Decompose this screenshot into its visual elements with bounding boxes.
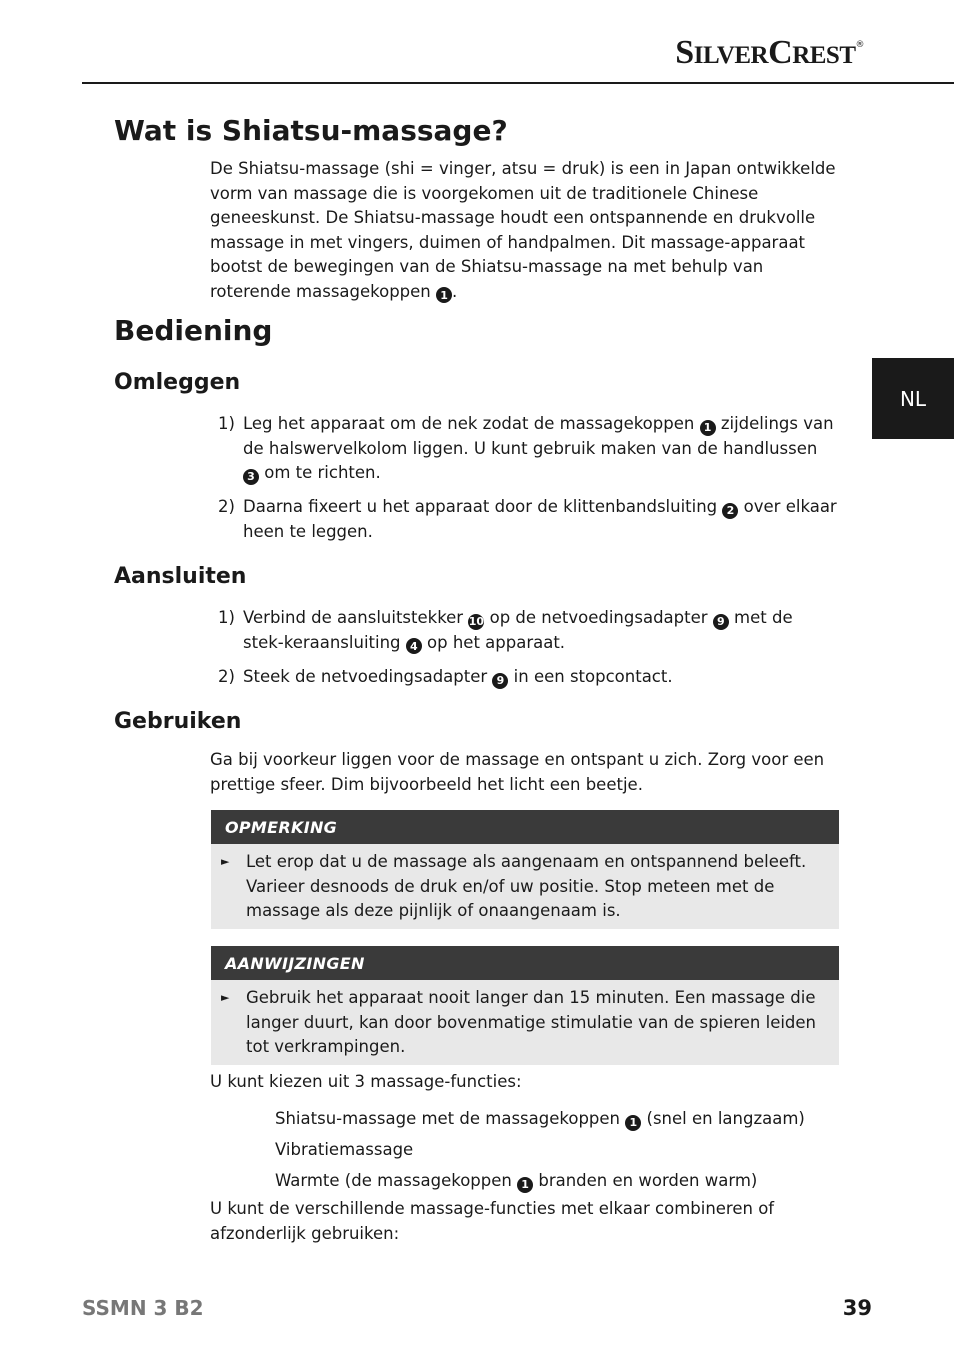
omleggen-step-2: 2) Daarna fixeert u het apparaat door de klittenbandsluiting 2 over elkaar heen te leggen. xyxy=(218,497,837,541)
hints-box xyxy=(211,946,839,1065)
header-rule xyxy=(82,82,954,84)
brand-logo: SILVERCREST® xyxy=(675,34,864,71)
ref-badge: 1 xyxy=(436,287,452,303)
ref-badge: 2 xyxy=(722,503,738,519)
note-box xyxy=(211,810,839,929)
section-title-bediening: Bediening xyxy=(114,314,273,347)
omleggen-step-1: 1) Leg het apparaat om de nek zodat de massagekoppen 1 zijdelings van de halswervelkolom liggen. U kunt gebruik maken van de handlussen 3 om te richten. xyxy=(218,414,834,483)
ref-badge: 1 xyxy=(517,1177,533,1193)
hints-heading: AANWIJZINGEN xyxy=(211,946,839,980)
what-is-paragraph: De Shiatsu-massage (shi = vinger, atsu = druk) is een in Japan ontwikkelde vorm van massage die is voorgekomen uit de traditionele Chinese geneeskunst. De Shiatsu-massage houdt een ontspannende en drukvolle massage in met vingers, duimen of handpalmen. Dit massage-apparaat bootst de bewegingen van de Shiatsu-massage na met behulp van roterende massagekoppen 1 . xyxy=(210,159,836,302)
hints-text: Gebruik het apparaat nooit langer dan 15 minuten. Een massage die langer duurt, kan door bovenmatige stimulatie van de spieren leiden tot verkrampingen. xyxy=(246,988,817,1056)
ref-badge: 9 xyxy=(492,673,508,689)
ref-badge: 4 xyxy=(406,638,422,654)
aansluiten-step-1: 1) Verbind de aansluitstekker 10 op de netvoedingsadapter 9 met de stek-keraansluiting 4 op het apparaat. xyxy=(218,608,793,653)
footer-model: SSMN 3 B2 xyxy=(82,1296,204,1320)
note-heading: OPMERKING xyxy=(211,810,839,844)
ref-badge: 9 xyxy=(713,614,729,630)
gebruiken-intro: Ga bij voorkeur liggen voor de massage en ontspant u zich. Zorg voor een prettige sfeer. Dim bijvoorbeeld het licht een beetje. xyxy=(210,750,825,794)
choose-functions-text: U kunt kiezen uit 3 massage-functies: xyxy=(210,1072,522,1091)
subsection-title-omleggen: Omleggen xyxy=(114,370,241,395)
ref-badge: 3 xyxy=(243,469,259,485)
function-item-1: Shiatsu-massage met de massagekoppen 1 (snel en langzaam) xyxy=(275,1109,805,1129)
note-text: Let erop dat u de massage als aangenaam en ontspannend beleeft. Varieer desnoods de druk en/of uw positie. Stop meteen met de massage als deze pijnlijk of onaangenaam is. xyxy=(246,852,807,920)
triangle-right-icon: ► xyxy=(221,855,230,868)
aansluiten-step-2: 2) Steek de netvoedingsadapter 9 in een stopcontact. xyxy=(218,667,673,687)
footer-page-number: 39 xyxy=(842,1296,872,1320)
subsection-title-aansluiten: Aansluiten xyxy=(114,564,247,589)
ref-badge: 1 xyxy=(700,420,716,436)
combine-text: U kunt de verschillende massage-functies met elkaar combineren of afzonderlijk gebruiken: xyxy=(210,1199,775,1243)
function-item-3: Warmte (de massagekoppen 1 branden en worden warm) xyxy=(275,1171,758,1191)
subsection-title-gebruiken: Gebruiken xyxy=(114,709,242,734)
ref-badge: 1 xyxy=(625,1115,641,1131)
triangle-right-icon: ► xyxy=(221,991,230,1004)
function-item-2: Vibratiemassage xyxy=(275,1140,414,1159)
language-tab: NL xyxy=(872,358,954,439)
ref-badge: 10 xyxy=(468,615,484,628)
section-title-what-is: Wat is Shiatsu-massage? xyxy=(114,114,508,147)
